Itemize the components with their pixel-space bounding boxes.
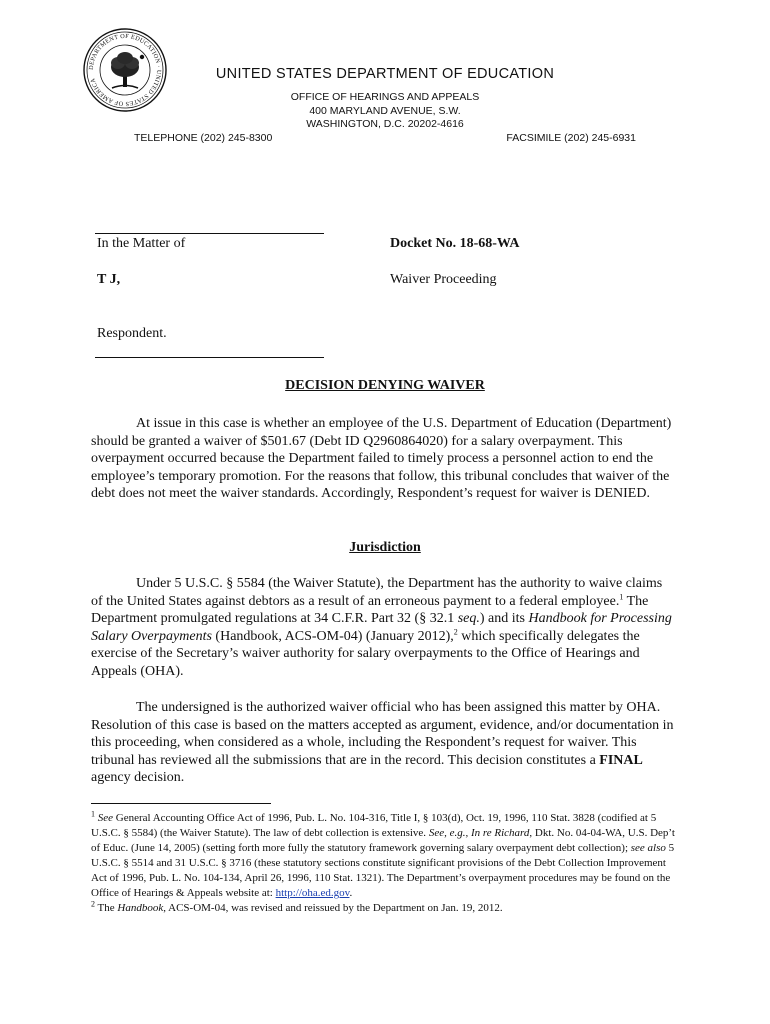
footnote-1-end: .: [349, 887, 353, 899]
footnote-2: [91, 901, 675, 916]
footnote-2-text-a: The: [95, 902, 118, 914]
jurisdiction-text-a: Under 5 U.S.C. § 5584 (the Waiver Statute), the Department has the authority to waive claims of the United States against debtors as a result of an erroneous payment to a federal employee.: [91, 576, 663, 609]
in-the-matter-label: In the Matter of: [97, 236, 186, 251]
footnote-1-text-c: 5 U.S.C. § 5514 and 31 U.S.C. § 3716 (these statutory sections constitute significant provisions of the Debt Collection Improvement Act of 1996, Pub. L. No. 104-134, April 26, 1996, 110 Stat. 1321). The Department’s overpayment procedures may be found on the Office of Hearings & Appeals website at:: [91, 842, 675, 899]
footnote-1-see-also: see also: [630, 842, 666, 854]
respondent-name: T J,: [97, 272, 121, 287]
jurisdiction-text-e: which specifically delegates the exercise of the Secretary’s waiver authority for salary overpayments to the Office of Hearings and Appeals (OHA).: [91, 628, 640, 679]
address-line-1: 400 MARYLAND AVENUE, S.W.: [309, 105, 461, 117]
facsimile-number: FACSIMILE (202) 245-6931: [506, 132, 636, 144]
footnote-separator: [91, 803, 271, 804]
address-line-2: WASHINGTON, D.C. 20202-4616: [306, 118, 464, 130]
footnote-ref-2[interactable]: 2: [453, 626, 458, 636]
jurisdiction-text-c: ) and its: [479, 611, 529, 626]
footnote-1-text-a: General Accounting Office Act of 1996, Pub. L. No. 104-316, Title I, § 103(d), Oct. 19, 1996, 110 Stat. 3828 (codified at 5 U.S.C. § 5584) (the Waiver Statute). The law of debt collection is extensive.: [91, 812, 657, 839]
jurisdiction-text-d: (Handbook, ACS-OM-04) (January 2012),: [211, 628, 454, 644]
footnote-1-number: 1: [91, 809, 95, 819]
jurisdiction-paragraph-1: [91, 575, 675, 680]
svg-text:DEPARTMENT OF EDUCATION · UNIT: DEPARTMENT OF EDUCATION · UNITED STATES OF AMERICA: [87, 32, 163, 108]
footnote-2-number: 2: [91, 899, 95, 909]
footnote-1: [91, 811, 675, 901]
caption-top-rule: [95, 233, 324, 234]
docket-number: Docket No. 18-68-WA: [390, 236, 520, 251]
footnote-1-citation: See, e.g., In re Richard: [428, 827, 530, 839]
footnote-2-text-b: , ACS-OM-04, was revised and reissued by the Department on Jan. 19, 2012.: [163, 902, 503, 914]
decision-title: DECISION DENYING WAIVER: [285, 378, 485, 393]
proceeding-type: Waiver Proceeding: [390, 272, 497, 287]
jurisdiction-seq: seq.: [457, 611, 480, 626]
authority-text-a: The undersigned is the authorized waiver official who has been assigned this matter by OHA. Resolution of this case is based on the matters accepted as argument, evidence, and/or documentation in this proceeding, when considered as a whole, including the Respondent’s request for waiver. This tribunal has reviewed all the submissions that are in the record. This decision constitutes a: [91, 700, 674, 768]
office-name: OFFICE OF HEARINGS AND APPEALS: [290, 91, 480, 103]
jurisdiction-paragraph-2: [91, 699, 675, 787]
telephone-number: TELEPHONE (202) 245-8300: [134, 132, 273, 144]
footnote-1-text-b: , Dkt. No. 04-04-WA, U.S. Dep’t of Educ. (June 14, 2005) (setting forth more fully the statutory framework governing salary overpayment debt collection);: [91, 827, 675, 854]
footnote-ref-1[interactable]: 1: [619, 591, 624, 601]
agency-title: UNITED STATES DEPARTMENT OF EDUCATION: [215, 66, 555, 82]
handbook-title: Handbook for Processing Salary Overpayments: [91, 611, 672, 644]
footnotes: [91, 811, 675, 916]
respondent-label: Respondent.: [97, 326, 167, 341]
authority-text-b: agency decision.: [91, 770, 185, 785]
footnote-1-see: See: [97, 812, 114, 824]
intro-text: At issue in this case is whether an employee of the U.S. Department of Education (Department) should be granted a waiver of $501.67 (Debt ID Q2960864020) for a salary overpayment. This overpayment occurred because the Department failed to timely process a personnel action to end the employee’s temporary promotion. For the reasons that follow, this tribunal concludes that waiver of the debt does not meet the waiver standards. Accordingly, Respondent’s request for waiver is DENIED.: [91, 416, 672, 501]
jurisdiction-text-b: The Department promulgated regulations at 34 C.F.R. Part 32 (§ 32.1: [91, 593, 649, 626]
footnote-2-handbook: Handbook: [117, 902, 164, 914]
oha-website-link[interactable]: http://oha.ed.gov: [275, 887, 350, 899]
caption-bottom-rule: [95, 357, 324, 358]
intro-paragraph: [91, 415, 675, 503]
final-keyword: FINAL: [599, 752, 643, 768]
jurisdiction-heading: Jurisdiction: [349, 540, 421, 555]
